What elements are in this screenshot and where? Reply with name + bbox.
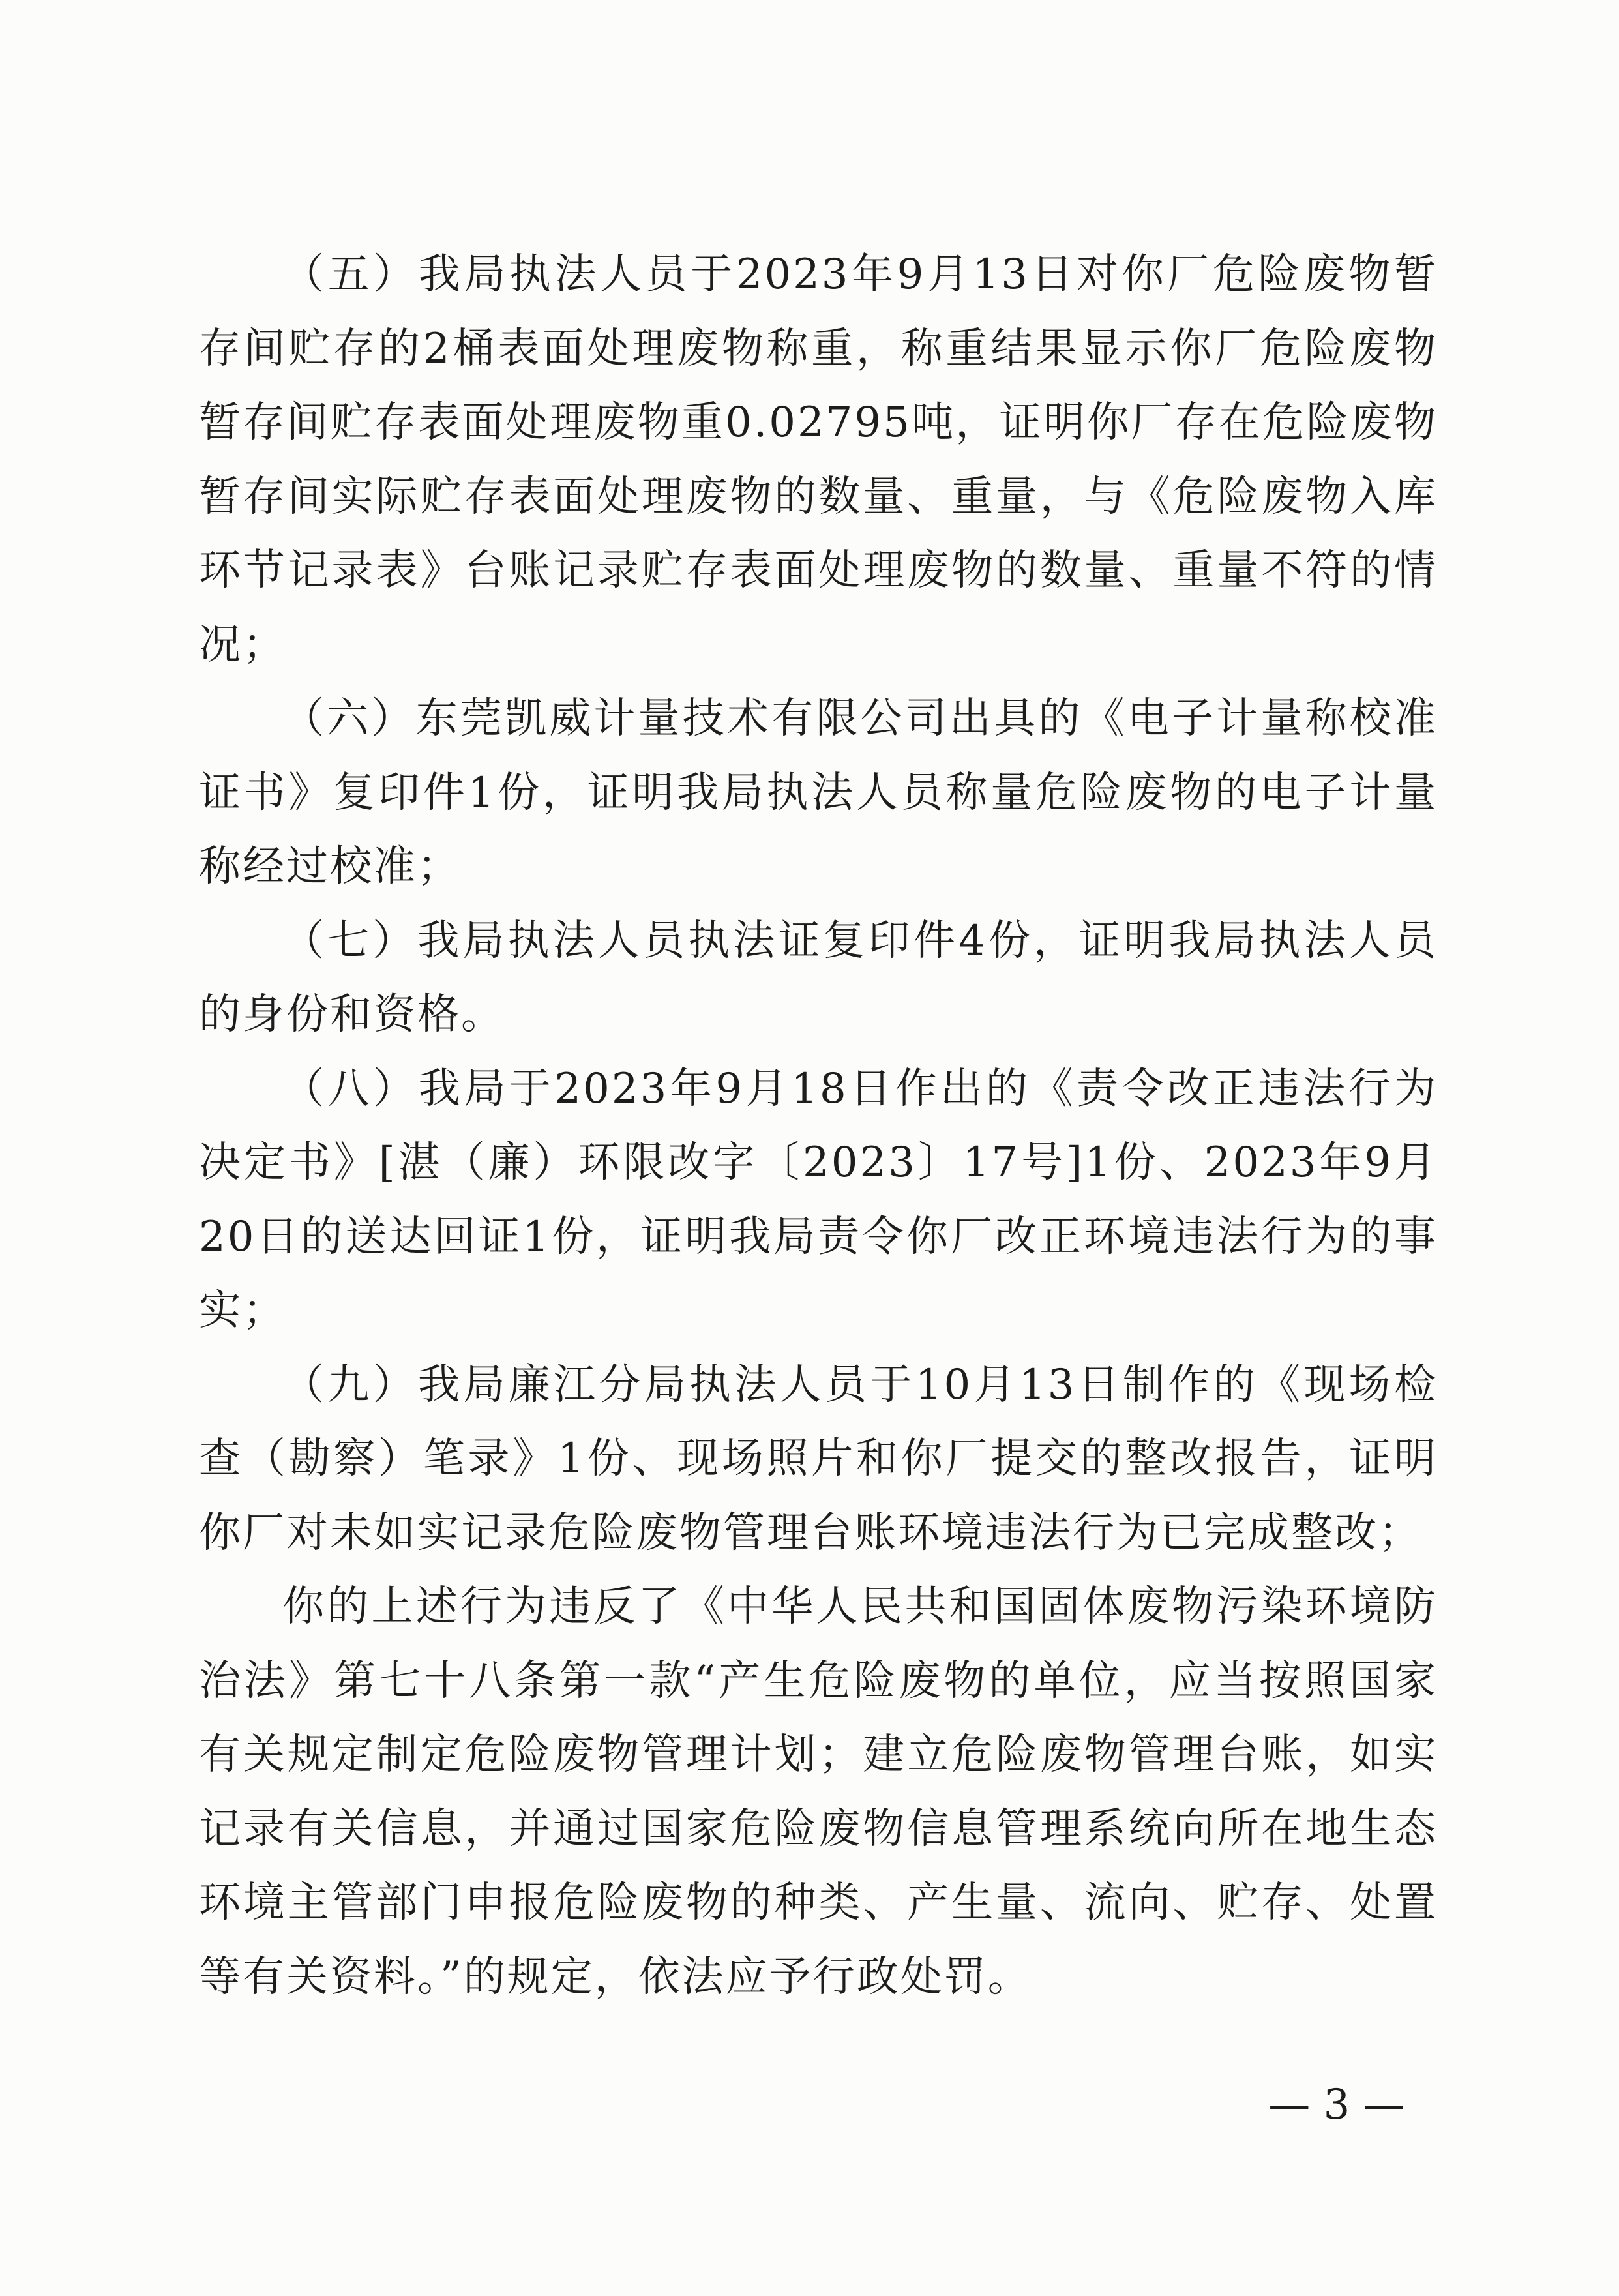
paragraph-evidence-7: （七）我局执法人员执法证复印件4份，证明我局执法人员的身份和资格。 (199, 916, 1438, 1039)
paragraph-legal-violation: 你的上述行为违反了《中华人民共和国固体废物污染环境防治法》第七十八条第一款“产生危险废物的单位，应当按照国家有关规定制定危险废物管理计划；建立危险废物管理台账，如实记录有关信息，并通过国家危险废物信息管理系统向所在地生态环境主管部门申报危险废物的种类、产生量、流向、贮存、处置等有关资料。”的规定，依法应予行政处罚。 (199, 1583, 1438, 2001)
paragraph-evidence-9: （九）我局廉江分局执法人员于10月13日制作的《现场检查（勘察）笔录》1份、现场照片和你厂提交的整改报告，证明你厂对未如实记录危险废物管理台账环境违法行为已完成整改； (199, 1360, 1438, 1557)
paragraph-evidence-8: （八）我局于2023年9月18日作出的《责令改正违法行为决定书》[湛（廉）环限改字〔2023〕17号]1份、2023年9月20日的送达回证1份，证明我局责令你厂改正环境违法行为的事实； (199, 1064, 1438, 1335)
paragraph-evidence-5: （五）我局执法人员于2023年9月13日对你厂危险废物暂存间贮存的2桶表面处理废物称重，称重结果显示你厂危险废物暂存间贮存表面处理废物重0.02795吨，证明你厂存在危险废物暂存间实际贮存表面处理废物的数量、重量，与《危险废物入库环节记录表》台账记录贮存表面处理废物的数量、重量不符的情况； (199, 250, 1438, 669)
page-number: — 3 — (1268, 2081, 1405, 2129)
document-body (199, 238, 1438, 2014)
paragraph-evidence-6: （六）东莞凯威计量技术有限公司出具的《电子计量称校准证书》复印件1份，证明我局执法人员称量危险废物的电子计量称经过校准； (199, 694, 1438, 891)
